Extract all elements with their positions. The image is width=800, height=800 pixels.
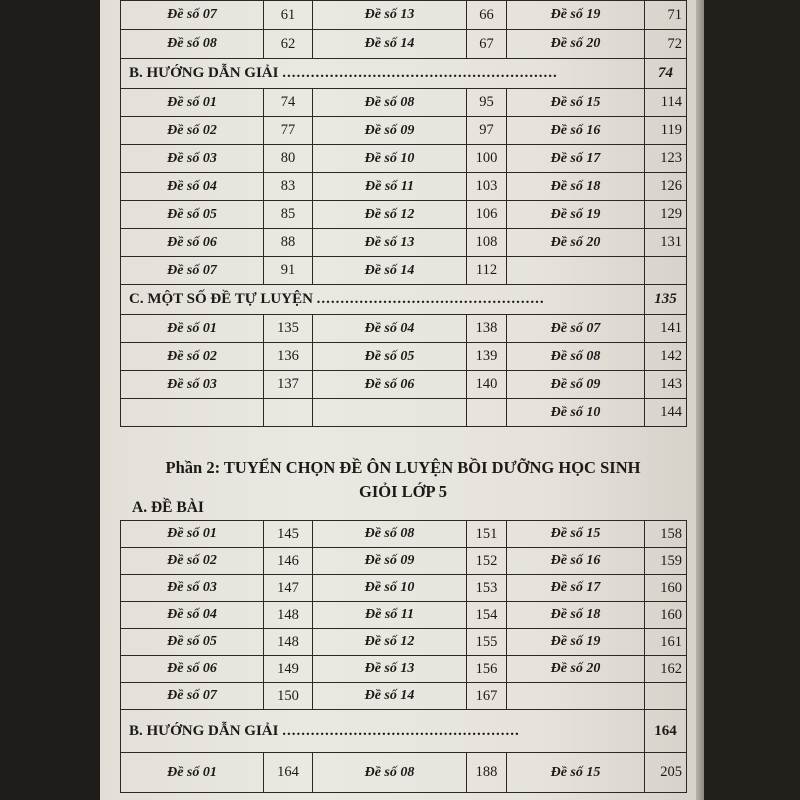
entry-label: Đề số 03 — [121, 145, 264, 173]
entry-label: Đề số 14 — [313, 683, 467, 710]
entry-page: 135 — [264, 315, 313, 343]
entry-page: 74 — [264, 89, 313, 117]
entry-label: Đề số 03 — [121, 371, 264, 399]
entry-page: 148 — [264, 629, 313, 656]
entry-label: Đề số 05 — [121, 629, 264, 656]
entry-page: 119 — [645, 117, 687, 145]
entry-label — [121, 399, 264, 427]
entry-label — [507, 683, 645, 710]
section-row-b2 — [121, 710, 687, 753]
entry-page: 67 — [467, 30, 507, 59]
entry-page: 146 — [264, 548, 313, 575]
entry-label: Đề số 08 — [507, 343, 645, 371]
entry-page: 61 — [264, 1, 313, 30]
entry-page: 142 — [645, 343, 687, 371]
toc-row — [121, 257, 687, 285]
entry-page: 159 — [645, 548, 687, 575]
entry-page: 156 — [467, 656, 507, 683]
entry-label: Đề số 01 — [121, 315, 264, 343]
section-b2-page: 164 — [645, 710, 687, 753]
entry-label: Đề số 08 — [313, 521, 467, 548]
toc-row — [121, 1, 687, 30]
entry-page: 95 — [467, 89, 507, 117]
entry-label: Đề số 04 — [121, 602, 264, 629]
entry-label: Đề số 19 — [507, 629, 645, 656]
entry-page: 152 — [467, 548, 507, 575]
entry-label: Đề số 18 — [507, 602, 645, 629]
entry-page: 85 — [264, 201, 313, 229]
entry-page: 108 — [467, 229, 507, 257]
section-c-dots: ................................................ — [316, 291, 545, 307]
entry-label: Đề số 04 — [313, 315, 467, 343]
entry-page: 123 — [645, 145, 687, 173]
toc-rows-b1 — [121, 89, 687, 285]
entry-page: 141 — [645, 315, 687, 343]
entry-page: 71 — [645, 1, 687, 30]
entry-label: Đề số 09 — [313, 548, 467, 575]
entry-label: Đề số 19 — [507, 201, 645, 229]
toc-row — [121, 753, 687, 793]
toc-rows-top — [121, 1, 687, 59]
toc-row — [121, 145, 687, 173]
toc-row — [121, 629, 687, 656]
entry-label: Đề số 15 — [507, 521, 645, 548]
entry-page: 66 — [467, 1, 507, 30]
entry-page: 162 — [645, 656, 687, 683]
entry-label: Đề số 04 — [121, 173, 264, 201]
entry-label: Đề số 08 — [121, 30, 264, 59]
entry-label: Đề số 14 — [313, 257, 467, 285]
toc-row — [121, 602, 687, 629]
toc-row — [121, 521, 687, 548]
toc-rows-c — [121, 315, 687, 427]
entry-label: Đề số 01 — [121, 753, 264, 793]
entry-page: 91 — [264, 257, 313, 285]
entry-label: Đề số 02 — [121, 343, 264, 371]
entry-label — [313, 399, 467, 427]
entry-page: 131 — [645, 229, 687, 257]
entry-label: Đề số 11 — [313, 173, 467, 201]
entry-label: Đề số 15 — [507, 753, 645, 793]
entry-label: Đề số 08 — [313, 753, 467, 793]
entry-page: 148 — [264, 602, 313, 629]
section-b1-title-text: B. HƯỚNG DẪN GIẢI — [129, 65, 279, 81]
entry-label: Đề số 05 — [313, 343, 467, 371]
toc-row — [121, 30, 687, 59]
entry-page: 88 — [264, 229, 313, 257]
section-b2-dots: .................................................. — [282, 722, 520, 739]
background-right — [704, 0, 800, 800]
entry-label: Đề số 20 — [507, 30, 645, 59]
toc-row — [121, 656, 687, 683]
entry-page: 106 — [467, 201, 507, 229]
entry-label: Đề số 13 — [313, 656, 467, 683]
entry-label: Đề số 18 — [507, 173, 645, 201]
entry-label — [507, 257, 645, 285]
section-b1-page: 74 — [645, 59, 687, 89]
entry-label: Đề số 01 — [121, 521, 264, 548]
entry-page: 167 — [467, 683, 507, 710]
entry-label: Đề số 06 — [313, 371, 467, 399]
entry-page: 161 — [645, 629, 687, 656]
entry-page: 103 — [467, 173, 507, 201]
toc-row — [121, 89, 687, 117]
entry-label: Đề số 03 — [121, 575, 264, 602]
section-row-c — [121, 285, 687, 315]
entry-page: 138 — [467, 315, 507, 343]
entry-page: 139 — [467, 343, 507, 371]
section-row-b1 — [121, 59, 687, 89]
entry-page: 188 — [467, 753, 507, 793]
entry-label: Đề số 15 — [507, 89, 645, 117]
entry-page: 151 — [467, 521, 507, 548]
toc-row — [121, 315, 687, 343]
entry-label: Đề số 06 — [121, 656, 264, 683]
toc-table-part2 — [120, 520, 687, 793]
toc-row — [121, 343, 687, 371]
section-title-a2: A. ĐỀ BÀI — [132, 499, 204, 516]
toc-row — [121, 399, 687, 427]
toc-row — [121, 229, 687, 257]
part2-heading — [120, 456, 686, 504]
entry-page — [645, 683, 687, 710]
entry-page: 83 — [264, 173, 313, 201]
entry-page: 160 — [645, 575, 687, 602]
section-title-b2 — [121, 710, 645, 753]
entry-label: Đề số 09 — [313, 117, 467, 145]
entry-page: 149 — [264, 656, 313, 683]
entry-page: 140 — [467, 371, 507, 399]
entry-page: 143 — [645, 371, 687, 399]
toc-rows-a2 — [121, 521, 687, 710]
page-edge — [696, 0, 704, 800]
entry-label: Đề số 12 — [313, 629, 467, 656]
entry-page: 147 — [264, 575, 313, 602]
entry-page: 80 — [264, 145, 313, 173]
entry-label: Đề số 17 — [507, 145, 645, 173]
entry-label: Đề số 02 — [121, 548, 264, 575]
entry-label: Đề số 13 — [313, 1, 467, 30]
entry-label: Đề số 10 — [313, 145, 467, 173]
entry-label: Đề số 11 — [313, 602, 467, 629]
entry-page: 126 — [645, 173, 687, 201]
entry-page: 114 — [645, 89, 687, 117]
entry-label: Đề số 07 — [121, 257, 264, 285]
entry-label: Đề số 05 — [121, 201, 264, 229]
book-page — [100, 0, 696, 800]
entry-page: 100 — [467, 145, 507, 173]
entry-label: Đề số 08 — [313, 89, 467, 117]
entry-page: 72 — [645, 30, 687, 59]
entry-page: 129 — [645, 201, 687, 229]
entry-label: Đề số 19 — [507, 1, 645, 30]
entry-label: Đề số 02 — [121, 117, 264, 145]
entry-page: 155 — [467, 629, 507, 656]
toc-row — [121, 117, 687, 145]
entry-label: Đề số 07 — [507, 315, 645, 343]
entry-page: 205 — [645, 753, 687, 793]
entry-label: Đề số 20 — [507, 229, 645, 257]
entry-label: Đề số 07 — [121, 683, 264, 710]
entry-page: 77 — [264, 117, 313, 145]
toc-rows-b2 — [121, 753, 687, 793]
entry-label: Đề số 07 — [121, 1, 264, 30]
entry-page — [645, 257, 687, 285]
entry-page: 145 — [264, 521, 313, 548]
entry-label: Đề số 10 — [313, 575, 467, 602]
toc-row — [121, 371, 687, 399]
background-left — [0, 0, 100, 800]
entry-label: Đề số 12 — [313, 201, 467, 229]
toc-table-part1 — [120, 0, 687, 427]
part2-heading-line2: GIỎI LỚP 5 — [358, 482, 448, 501]
entry-page: 164 — [264, 753, 313, 793]
entry-page: 144 — [645, 399, 687, 427]
entry-label: Đề số 16 — [507, 117, 645, 145]
entry-label: Đề số 20 — [507, 656, 645, 683]
entry-label: Đề số 17 — [507, 575, 645, 602]
part2-heading-line1: Phần 2: TUYỂN CHỌN ĐỀ ÔN LUYỆN BỒI DƯỠNG HỌC SINH — [165, 458, 641, 477]
entry-label: Đề số 09 — [507, 371, 645, 399]
entry-page: 62 — [264, 30, 313, 59]
section-b2-title-text: B. HƯỚNG DẪN GIẢI — [129, 722, 279, 739]
entry-label: Đề số 13 — [313, 229, 467, 257]
entry-label: Đề số 10 — [507, 399, 645, 427]
entry-page: 154 — [467, 602, 507, 629]
entry-page — [467, 399, 507, 427]
entry-label: Đề số 16 — [507, 548, 645, 575]
entry-label: Đề số 06 — [121, 229, 264, 257]
entry-page: 137 — [264, 371, 313, 399]
toc-row — [121, 548, 687, 575]
section-c-title-text: C. MỘT SỐ ĐỀ TỰ LUYỆN — [129, 291, 313, 307]
entry-page: 97 — [467, 117, 507, 145]
section-b1-dots: .......................................................... — [282, 65, 558, 81]
entry-page — [264, 399, 313, 427]
section-title-b1 — [121, 59, 645, 89]
entry-page: 136 — [264, 343, 313, 371]
section-title-c — [121, 285, 645, 315]
toc-row — [121, 683, 687, 710]
entry-page: 153 — [467, 575, 507, 602]
toc-row — [121, 173, 687, 201]
entry-page: 150 — [264, 683, 313, 710]
entry-label: Đề số 14 — [313, 30, 467, 59]
toc-row — [121, 201, 687, 229]
entry-label: Đề số 01 — [121, 89, 264, 117]
entry-page: 158 — [645, 521, 687, 548]
toc-row — [121, 575, 687, 602]
section-c-page: 135 — [645, 285, 687, 315]
entry-page: 160 — [645, 602, 687, 629]
entry-page: 112 — [467, 257, 507, 285]
